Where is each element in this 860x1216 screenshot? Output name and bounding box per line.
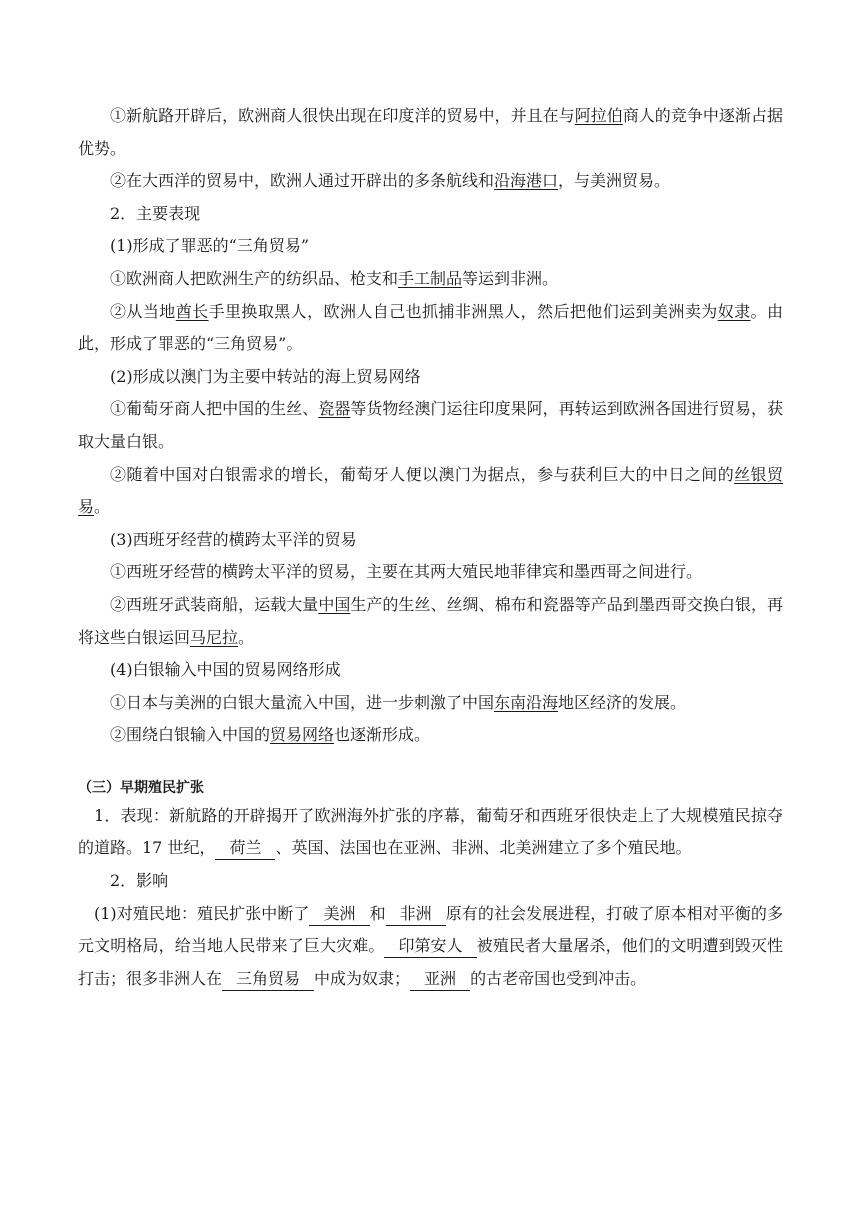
underlined-term: 酋长	[175, 301, 209, 321]
heading-spanish-pacific-trade: (3)西班牙经营的横跨太平洋的贸易	[110, 529, 357, 549]
underlined-term: 贸易网络	[270, 725, 335, 745]
fill-blank: 亚洲	[410, 968, 470, 991]
paragraph-goods-to-africa: ①欧洲商人把欧洲生产的纺织品、枪支和手工制品等运到非洲。	[110, 268, 559, 288]
document-page	[78, 100, 783, 995]
heading-macau-network: (2)形成以澳门为主要中转站的海上贸易网络	[110, 366, 421, 386]
underlined-term: 瓷器	[318, 399, 351, 419]
underlined-term: 中国	[318, 594, 351, 614]
section-title-colonial-expansion: （三）早期殖民扩张	[78, 779, 204, 796]
fill-blank: 印第安人	[384, 935, 476, 958]
paragraph-philippines-mexico: ①西班牙经营的横跨太平洋的贸易，主要在其两大殖民地菲律宾和墨西哥之间进行。	[110, 562, 703, 582]
heading-silver-network: (4)白银输入中国的贸易网络形成	[110, 660, 341, 680]
underlined-term: 奴隶	[717, 301, 751, 321]
heading-impact: 2．影响	[110, 871, 169, 891]
underlined-term: 马尼拉	[190, 627, 239, 647]
fill-blank: 非洲	[386, 903, 446, 926]
underlined-term: 阿拉伯	[574, 106, 623, 125]
fill-blank: 荷兰	[215, 837, 275, 860]
paragraph-impact-colonies: (1)对殖民地：殖民扩张中断了 美洲 和 非洲 原有的社会发展进程，打破了原本相对平衡的多元文明格局，给当地人民带来了巨大灾难。 印第安人 被殖民者大量屠杀，他们的文明遭到毁灭性打击；很多非洲人在 三角贸易 中成为奴隶； 亚洲 的古老帝国也受到冲击。	[78, 898, 783, 996]
underlined-term: 丝银贸易	[78, 464, 783, 517]
paragraph-slave-trade: ②从当地酋长手里换取黑人，欧洲人自己也抓捕非洲黑人，然后把他们运到美洲卖为奴隶。由此，形成了罪恶的“三角贸易”。	[78, 301, 783, 354]
paragraph-silver-demand: ②随着中国对白银需求的增长，葡萄牙人便以澳门为据点，参与获利巨大的中日之间的丝银贸易。	[78, 464, 783, 517]
paragraph-trade-network: ②围绕白银输入中国的贸易网络也逐渐形成。	[110, 725, 431, 745]
paragraph-portuguese-merchants: ①葡萄牙商人把中国的生丝、瓷器等货物经澳门运往印度果阿，再转运到欧洲各国进行贸易，获取大量白银。	[78, 399, 783, 451]
paragraph-spanish-ships: ②西班牙武装商船，运载大量中国生产的生丝、丝绸、棉布和瓷器等产品到墨西哥交换白银，再将这些白银运回马尼拉。	[78, 594, 783, 647]
fill-blank: 美洲	[309, 903, 369, 926]
paragraph-europe-indian-ocean: ①新航路开辟后，欧洲商人很快出现在印度洋的贸易中，并且在与阿拉伯商人的竞争中逐渐占据优势。	[78, 106, 783, 158]
fill-blank: 三角贸易	[222, 968, 314, 991]
underlined-term: 东南沿海	[494, 692, 559, 712]
heading-triangle-trade: (1)形成了罪恶的“三角贸易”	[110, 236, 310, 256]
paragraph-colonial-manifestation: 1．表现：新航路的开辟揭开了欧洲海外扩张的序幕，葡萄牙和西班牙很快走上了大规模殖民掠夺的道路。17 世纪， 荷兰 、英国、法国也在亚洲、非洲、北美洲建立了多个殖民地。	[78, 800, 783, 865]
paragraph-silver-inflow: ①日本与美洲的白银大量流入中国，进一步刺激了中国东南沿海地区经济的发展。	[110, 692, 687, 712]
underlined-term: 沿海港口	[494, 171, 559, 191]
underlined-term: 手工制品	[398, 268, 463, 288]
heading-main-manifestations: 2．主要表现	[110, 203, 201, 223]
paragraph-atlantic-trade: ②在大西洋的贸易中，欧洲人通过开辟出的多条航线和沿海港口，与美洲贸易。	[110, 171, 671, 191]
